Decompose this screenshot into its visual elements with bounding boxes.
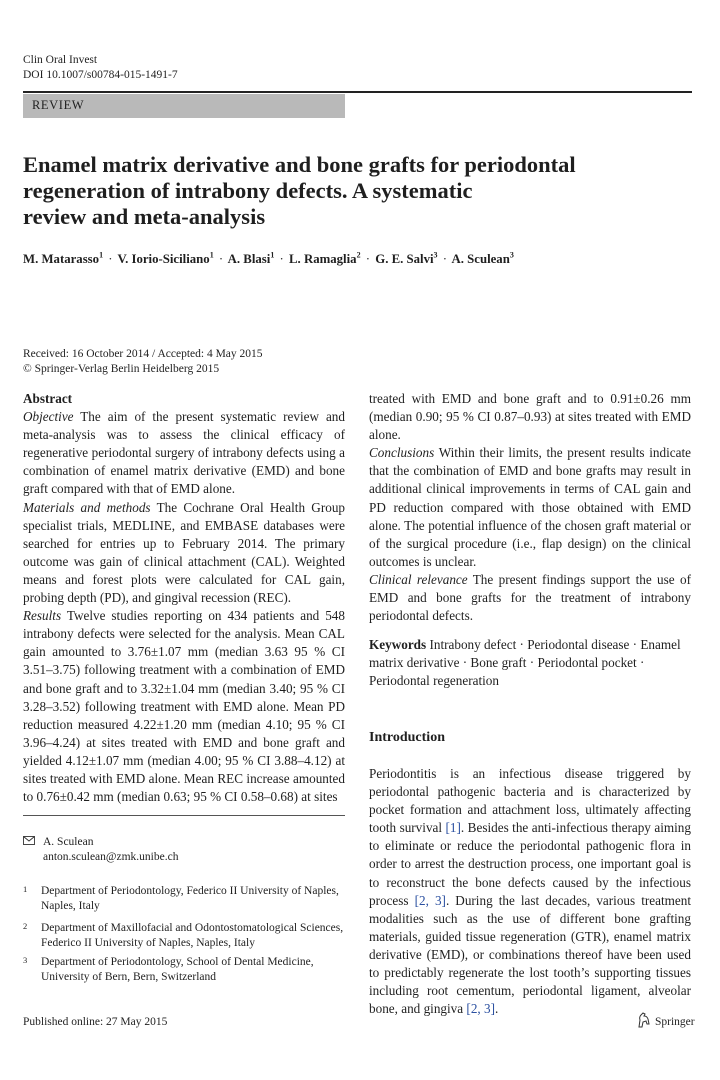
affiliation-text: Department of Periodontology, Federico II University of Naples, Naples, Italy: [41, 885, 339, 912]
correspondence: [23, 834, 178, 865]
citation-link[interactable]: [1]: [445, 820, 461, 836]
copyright: © Springer-Verlag Berlin Heidelberg 2015: [23, 363, 220, 375]
abstract-results: Results Twelve studies reporting on 434 patients and 548 intrabony defects were selected for the analysis. Mean CAL gain amounted to 3.76±1.07 mm (median 3.63 95 % CI 3.51–3.75) following treatment with a combination of EMD and bone graft and to 3.32±1.04 mm (median 3.40; 95 % CI 3.28–3.52) following treatment with EMD alone. Mean PD reduction measured 4.22±1.20 mm (median 4.10; 95 % CI 3.96–4.24) at sites treated with EMD and bone graft and yielded 4.12±1.07 mm (median 4.00; 95 % CI 3.88–4.12) at sites treated with EMD alone. Mean REC increase amounted to 0.76±0.42 mm (median 0.63; 95 % CI 0.58–0.68) at sites: [23, 608, 345, 805]
author: A. Blasi$^1$: [227, 251, 275, 267]
abstract-objective: Objective The aim of the present systematic review and meta-analysis was to assess the clinical efficacy of regenerative periodontal surgery of intrabony defects using a combination of enamel matrix derivative (EMD) and bone graft compared with that of EMD alone.: [23, 409, 345, 497]
author: A. Sculean$^3$: [451, 251, 514, 267]
publisher-logo: [636, 1011, 695, 1032]
author: L. Ramaglia$^2$: [289, 251, 361, 267]
author-separator: ·: [218, 252, 224, 267]
author: M. Matarasso$^1$: [23, 251, 104, 267]
affiliation-number: 3: [23, 955, 28, 965]
keywords-text: Intrabony defect · Periodontal disease · Enamel matrix derivative · Bone graft · Periodontal pocket · Periodontal regeneration: [369, 637, 681, 689]
abstract-relevance: Clinical relevance The present findings support the use of EMD and bone grafts for the treatment of intrabony periodontal defects.: [369, 571, 691, 624]
author-separator: ·: [365, 252, 371, 267]
introduction-heading: Introduction: [369, 730, 445, 745]
abstract-heading: Abstract: [23, 391, 73, 406]
author-separator: ·: [279, 252, 284, 267]
introduction-paragraph: Periodontitis is an infectious disease triggered by periodontal pathogenic bacteria and is characterized by pocket formation and attachment loss, ultimately affecting tooth survival [1]. Besides the anti-infectious therapy aiming to eliminate or reduce the periodontal pathogenic flora in order to arrest the destruction process, one important goal is to reconstruct the bone defects caused by the infectious process [2, 3]. During the last decades, various treatment modalities such as the use of different bone grafting materials, guided tissue regeneration (GTR), enamel matrix derivative (EMD), or combinations thereof have been used to predictably regenerate the lost tooth’s supporting tissues including root cementum, periodontal ligament, alveolar bone, and gingiva [2, 3].: [369, 766, 691, 1017]
title-line-1: Enamel matrix derivative and bone grafts for periodontal: [23, 152, 576, 177]
author-list: [23, 251, 713, 267]
received-accepted: Received: 16 October 2014 / Accepted: 4 May 2015: [23, 348, 263, 360]
introduction-body: [369, 765, 691, 1018]
title-line-2: regeneration of intrabony defects. A systematic: [23, 178, 473, 203]
title-line-3: review and meta-analysis: [23, 204, 266, 229]
affiliation-text: Department of Maxillofacial and Odontostomatological Sciences, Federico II University of Naples, Naples, Italy: [41, 922, 344, 949]
abstract-methods: Materials and methods The Cochrane Oral Health Group specialist trials, MEDLINE, and EMBASE databases were searched for entries up to February 2014. The primary outcome was gain of clinical attachment (CAL). Weighted means and forest plots were calculated for CAL gain, probing depth (PD), and gingival recession (REC).: [23, 499, 346, 606]
citation-link[interactable]: [2, 3]: [414, 892, 446, 908]
envelope-icon: [23, 834, 43, 849]
affiliation: [23, 955, 345, 985]
footnote-rule: [23, 815, 345, 816]
author-separator: ·: [442, 252, 448, 267]
keywords-label: Keywords: [369, 637, 427, 652]
article-title: [23, 152, 663, 230]
header-rule: [23, 91, 692, 93]
correspondence-name: A. Sculean: [43, 836, 94, 848]
affiliation-text: Department of Periodontology, School of Dental Medicine, University of Bern, Bern, Switzerland: [41, 956, 314, 983]
author: G. E. Salvi$^3$: [375, 251, 438, 267]
section-band: REVIEW: [23, 94, 345, 118]
springer-horse-icon: [636, 1011, 652, 1032]
journal-name: Clin Oral Invest: [23, 54, 98, 66]
abstract-right-column: [369, 390, 691, 625]
abstract-conclusions: Conclusions Within their limits, the present results indicate that the combination of EMD and bone grafts may result in additional clinical improvements in terms of CAL gain and PD reduction compared with those obtained with EMD alone. The potential influence of the chosen graft material or of the surgical procedure (i.e., flap design) on the clinical outcomes is unclear.: [369, 445, 691, 569]
publisher-name: Springer: [655, 1015, 695, 1028]
abstract-left-column: [23, 390, 345, 806]
author-separator: ·: [108, 252, 113, 267]
published-online: Published online: 27 May 2015: [23, 1016, 168, 1028]
author: V. Iorio-Siciliano$^1$: [117, 251, 214, 267]
citation-link[interactable]: [2, 3]: [466, 1001, 495, 1017]
correspondence-email[interactable]: anton.sculean@zmk.unibe.ch: [43, 851, 179, 863]
abstract-results-cont: treated with EMD and bone graft and to 0.91±0.26 mm (median 0.90; 95 % CI 0.87–0.93) at sites treated with EMD alone.: [369, 391, 691, 443]
doi: DOI 10.1007/s00784-015-1491-7: [23, 69, 178, 81]
keywords: [369, 636, 691, 690]
affiliation: [23, 921, 345, 951]
affiliation-number: 1: [23, 884, 28, 894]
journal-header: [23, 53, 178, 83]
affiliation-number: 2: [23, 921, 28, 931]
affiliation: [23, 884, 345, 914]
article-dates: [23, 347, 263, 377]
